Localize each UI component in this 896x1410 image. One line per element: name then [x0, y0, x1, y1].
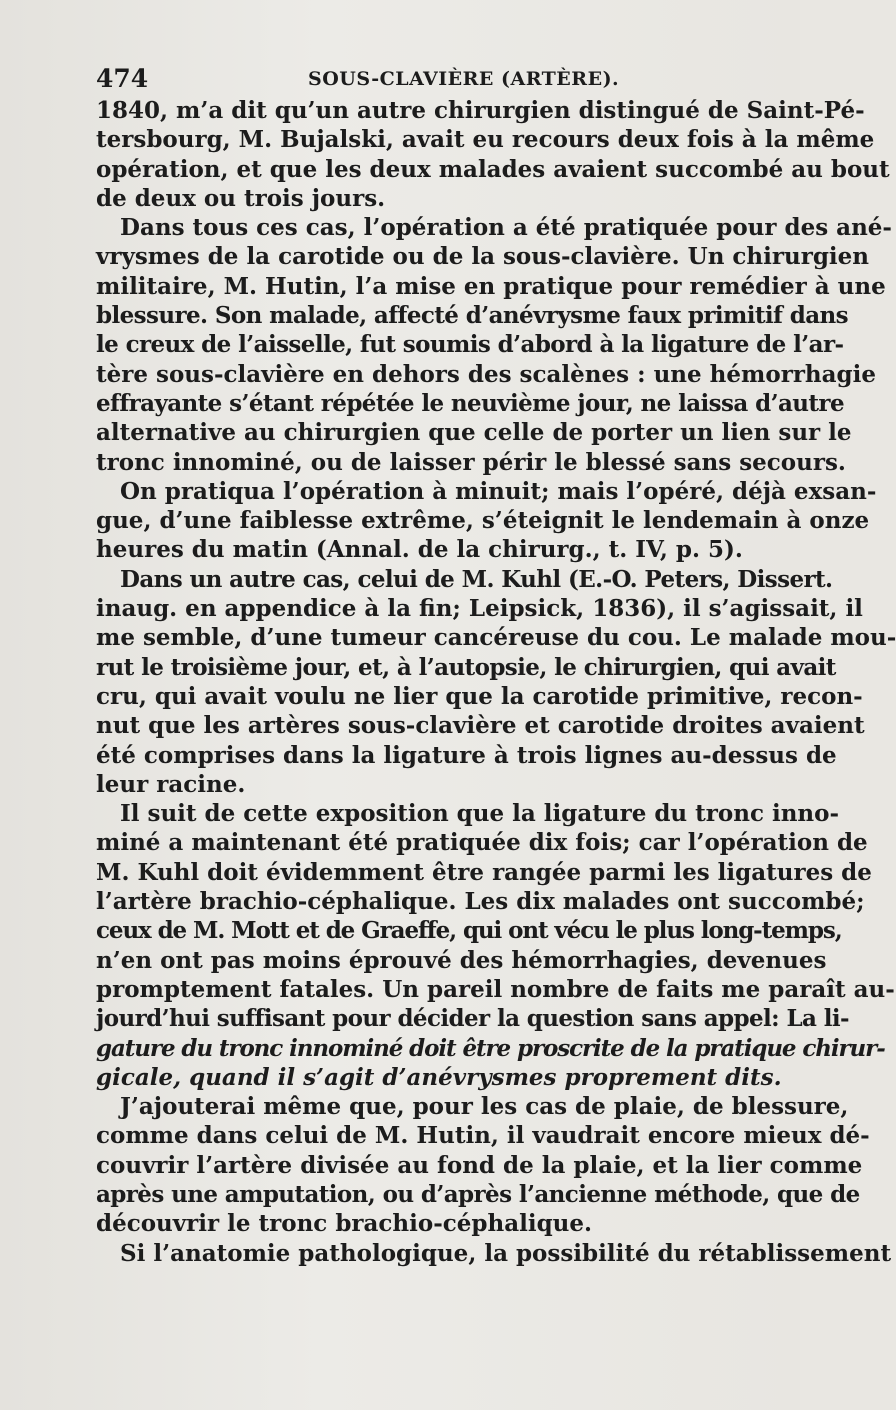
text-line: me semble, d’une tumeur cancéreuse du cou. Le malade mou-	[96, 624, 896, 652]
text-line: jourd’hui suffisant pour décider la question sans appel: La li-	[96, 1005, 849, 1033]
text-line: Si l’anatomie pathologique, la possibilité du rétablissement	[120, 1239, 892, 1267]
text-line: été comprises dans la ligature à trois lignes au-dessus de	[96, 741, 837, 769]
text-line: leur racine.	[96, 770, 246, 798]
text-line: découvrir le tronc brachio-céphalique.	[96, 1210, 593, 1238]
text-line: tronc innominé, ou de laisser périr le blessé sans secours.	[96, 448, 846, 476]
text-line: couvrir l’artère divisée au fond de la plaie, et la lier comme	[96, 1151, 863, 1179]
text-line: gue, d’une faiblesse extrême, s’éteignit le lendemain à onze	[96, 507, 870, 535]
text-line: ceux de M. Mott et de Graeffe, qui ont vécu le plus long-temps,	[96, 917, 842, 945]
text-line: comme dans celui de M. Hutin, il vaudrait encore mieux dé-	[96, 1122, 870, 1150]
text-line: tersbourg, M. Bujalski, avait eu recours deux fois à la même	[96, 126, 875, 154]
body-text	[96, 96, 896, 1268]
text-line: vrysmes de la carotide ou de la sous-clavière. Un chirurgien	[96, 243, 870, 271]
page-number: 474	[96, 64, 149, 93]
text-line: inaug. en appendice à la fin; Leipsick, 1836), il s’agissait, il	[96, 595, 863, 623]
text-line: blessure. Son malade, affecté d’anévrysme faux primitif dans	[96, 302, 849, 330]
text-line: 1840, m’a dit qu’un autre chirurgien distingué de Saint-Pé-	[96, 97, 865, 124]
running-head: SOUS-CLAVIÈRE (ARTÈRE).	[308, 68, 620, 90]
text-line-italic: gature du tronc innominé doit être proscrite de la pratique chirur-	[96, 1034, 885, 1062]
text-line: rut le troisième jour, et, à l’autopsie, le chirurgien, qui avait	[96, 653, 836, 681]
text-line: tère sous-clavière en dehors des scalènes : une hémorrhagie	[96, 360, 877, 388]
page-header	[96, 64, 776, 98]
text-line: le creux de l’aisselle, fut soumis d’abord à la ligature de l’ar-	[96, 331, 844, 359]
text-line: effrayante s’étant répétée le neuvième jour, ne laissa d’autre	[96, 389, 844, 417]
text-line: Il suit de cette exposition que la ligature du tronc inno-	[120, 800, 840, 828]
text-line: militaire, M. Hutin, l’a mise en pratique pour remédier à une	[96, 272, 886, 300]
text-line: On pratiqua l’opération à minuit; mais l’opéré, déjà exsan-	[120, 477, 877, 505]
text-line: après une amputation, ou d’après l’ancienne méthode, que de	[96, 1180, 860, 1208]
text-line: J’ajouterai même que, pour les cas de plaie, de blessure,	[120, 1093, 849, 1121]
text-line: M. Kuhl doit évidemment être rangée parmi les ligatures de	[96, 858, 872, 886]
text-line: opération, et que les deux malades avaient succombé au bout	[96, 155, 890, 183]
text-line: Dans un autre cas, celui de M. Kuhl (E.-O. Peters, Dissert.	[120, 565, 833, 593]
text-line: cru, qui avait voulu ne lier que la carotide primitive, recon-	[96, 682, 863, 710]
text-line	[96, 535, 776, 564]
text-line: alternative au chirurgien que celle de porter un lien sur le	[96, 419, 852, 447]
text-line-italic: gicale, quand il s’agit d’anévrysmes proprement dits.	[96, 1063, 782, 1091]
text-line: promptement fatales. Un pareil nombre de faits me paraît au-	[96, 975, 895, 1003]
text-line: nut que les artères sous-clavière et carotide droites avaient	[96, 712, 865, 740]
text-line: Dans tous ces cas, l’opération a été pratiquée pour des ané-	[120, 214, 892, 242]
text-line: n’en ont pas moins éprouvé des hémorrhagies, devenues	[96, 946, 827, 974]
text-line: miné a maintenant été pratiquée dix fois; car l’opération de	[96, 829, 868, 857]
text-line: l’artère brachio-céphalique. Les dix malades ont succombé;	[96, 888, 865, 916]
text-line: de deux ou trois jours.	[96, 184, 386, 212]
citation-annal: heures du matin (Annal. de la chirurg., t. IV, p. 5).	[96, 536, 743, 564]
